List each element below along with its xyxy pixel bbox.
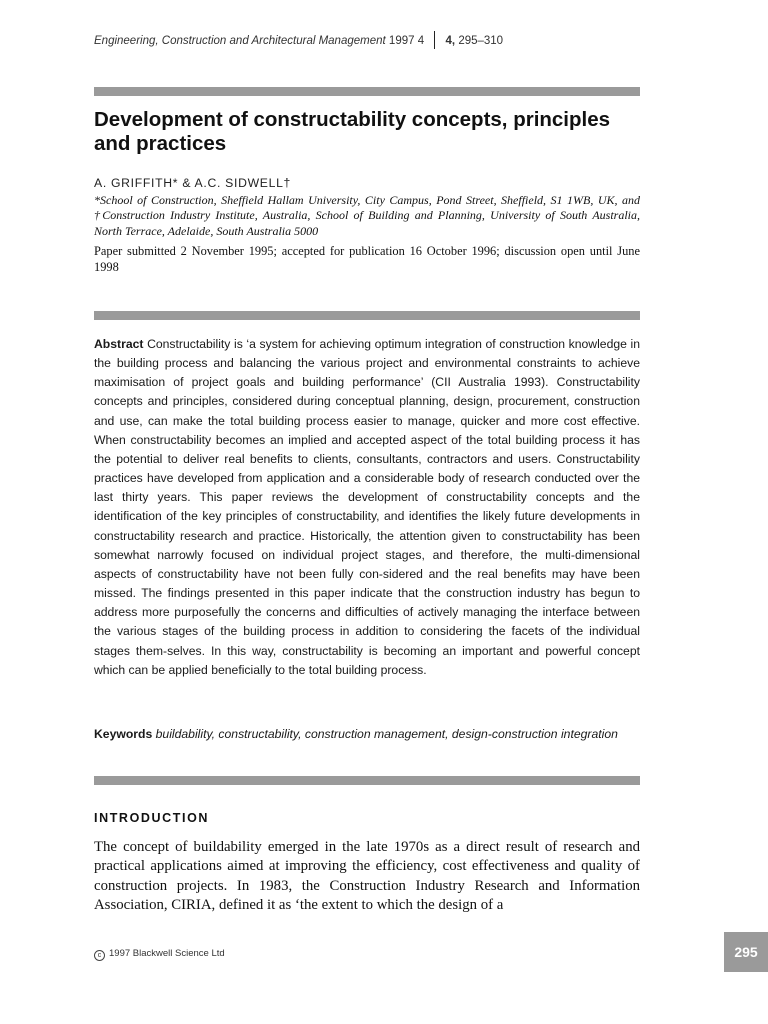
abstract-top-rule bbox=[94, 311, 640, 320]
submission-note: Paper submitted 2 November 1995; accepted for publication 16 October 1996; discussion open until June 1998 bbox=[94, 244, 640, 274]
journal-pages: 295–310 bbox=[458, 35, 504, 48]
author-affiliations: *School of Construction, Sheffield Hallam University, City Campus, Pond Street, Sheffield, S1 1WB, UK, and †Construction Industry Institute, Australia, School of Building and Planning, University of South Australia, North Terrace, Adelaide, South Australia 5000 bbox=[94, 193, 640, 238]
abstract-text: Constructability is ‘a system for achieving optimum integration of construction knowledge in the building process and balancing the various project and environmental constraints to achieve maximisation of project goals and building performance’ (CII Australia 1993). Constructability concepts and principles, considered during conceptual planning, design, procurement, construction and use, can make the total building process easier to manage, quicker and more cost effective. When constructability becomes an implied and accepted aspect of the total building process it has the potential to deliver real benefits to clients, consultants, contractors and users. Constructability practices have developed from application and a considerable body of research conducted over the last thirty years. This paper reviews the development of constructability concepts and the identification of the key principles of constructability, and identifies the likely future developments in constructability research and practice. Historically, the attention given to constructability has been somewhat narrowly focused on individual project stages, and therefore, the multi-dimensional aspects of constructability have not been fully con-sidered and the real benefits may have been missed. The findings presented in this paper indicate that the construction industry has begun to address more purposefully the concerns and difficulties of actively managing the interface between the various stages of the building process in addition to considering the facets of the individual stages them-selves. In this way, constructability is becoming an important and powerful concept which can be applied beneficially to the total building process. bbox=[94, 337, 640, 677]
abstract bbox=[94, 335, 640, 680]
keywords bbox=[94, 724, 640, 744]
journal-year-volume: 1997 4 bbox=[388, 35, 425, 48]
copyright-notice bbox=[94, 947, 640, 961]
page-number-badge: 295 bbox=[724, 932, 768, 972]
abstract-label: Abstract bbox=[94, 337, 144, 351]
top-rule bbox=[94, 87, 640, 96]
introduction-paragraph: The concept of buildability emerged in the late 1970s as a direct result of research and practical applications aimed at improving the efficiency, cost effectiveness and quality of construction projects. In 1983, the Construction Industry Research and Information Association, CIRIA, defined it as ‘the extent to which the design of a bbox=[94, 839, 640, 914]
journal-name: Engineering, Construction and Architectural Management bbox=[94, 35, 386, 48]
keywords-text: buildability, constructability, construction management, design-construction integration bbox=[155, 727, 618, 741]
article-title: Development of constructability concepts, principles and practices bbox=[94, 108, 611, 155]
copyright-icon: c bbox=[94, 950, 105, 961]
journal-issue: 4, bbox=[445, 35, 456, 48]
keywords-label: Keywords bbox=[94, 727, 153, 741]
author-list: A. GRIFFITH* & A.C. SIDWELL† bbox=[94, 176, 292, 190]
running-head bbox=[94, 32, 640, 50]
section-heading-introduction: INTRODUCTION bbox=[94, 811, 210, 825]
abstract-bottom-rule bbox=[94, 776, 640, 785]
running-head-divider bbox=[434, 31, 435, 49]
copyright-text: 1997 Blackwell Science Ltd bbox=[109, 948, 225, 959]
